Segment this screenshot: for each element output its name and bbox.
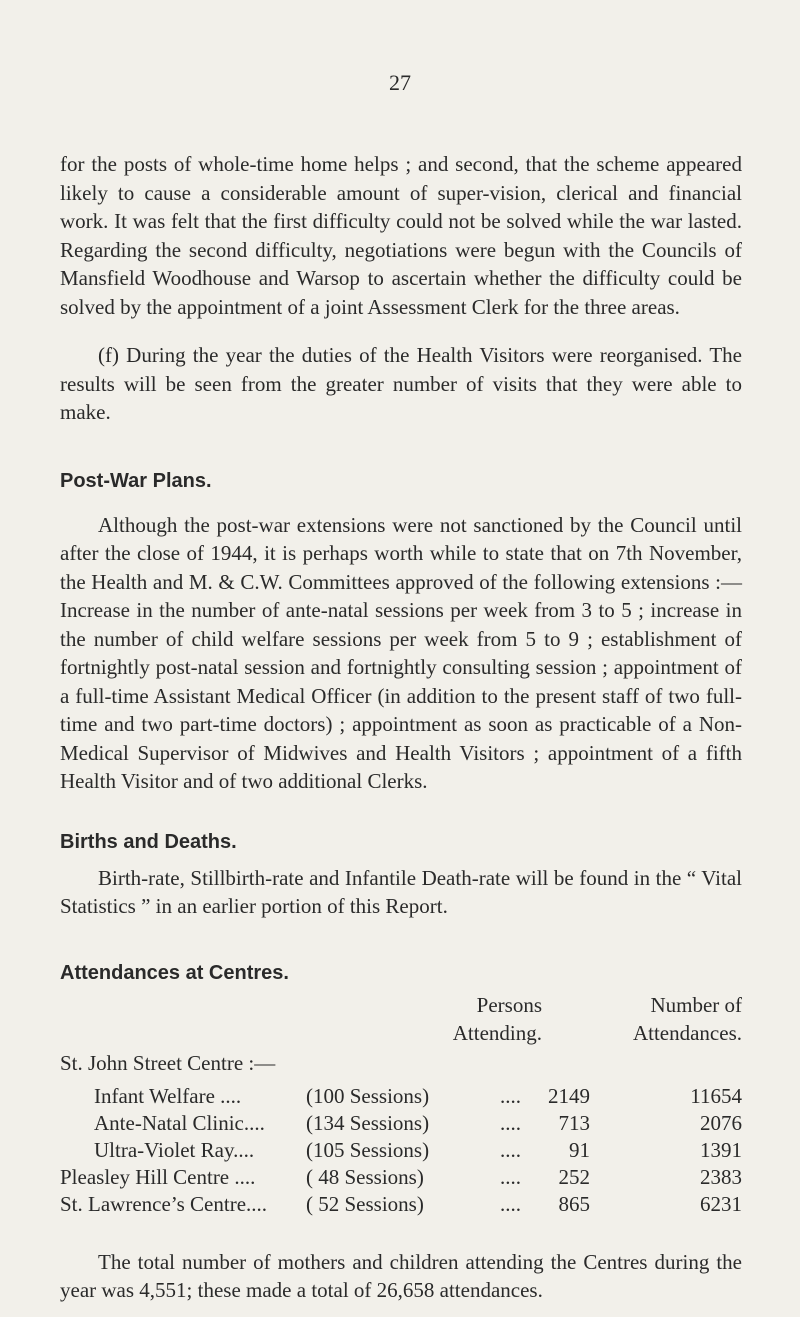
- column-persons-line2: Attending.: [452, 1020, 542, 1045]
- leader-dots: ....: [500, 1110, 521, 1135]
- persons-attending: 2149: [548, 1083, 590, 1108]
- leader-dots: ....: [500, 1137, 521, 1162]
- attendances-count: 6231: [700, 1191, 742, 1216]
- attendances-count: 2076: [700, 1110, 742, 1135]
- column-attend-line1: Number of: [650, 992, 742, 1017]
- sessions-count: (105 Sessions): [306, 1137, 430, 1162]
- paragraph-home-helps: for the posts of whole-time home helps ; and second, that the scheme appeared likely to cause a considerable amount of super-vision, clerical and financial work. It was felt that the first difficulty could not be solved while the war lasted. Regarding the second difficulty, negotiations were begun with the Councils of Mansfield Woodhouse and Warsop to ascertain whether the difficulty could be solved by the appointment of a joint Assessment Clerk for the three areas.: [60, 152, 742, 319]
- paragraph-births-deaths: Birth-rate, Stillbirth-rate and Infantile Death-rate will be found in the “ Vital Statistics ” in an earlier portion of this Report.: [60, 865, 742, 918]
- attendance-table: [60, 1083, 742, 1218]
- centre-name: St. Lawrence’s Centre....: [60, 1191, 268, 1216]
- heading-births-deaths: Births and Deaths.: [60, 830, 237, 853]
- table-row: [60, 1164, 742, 1191]
- column-attend-line2: Attendances.: [632, 1020, 742, 1045]
- heading-attendances: Attendances at Centres.: [60, 961, 289, 984]
- table-row: [60, 1137, 742, 1164]
- leader-dots: ....: [500, 1191, 521, 1216]
- table-row: [60, 1191, 742, 1218]
- attendances-count: 2383: [700, 1164, 742, 1189]
- persons-attending: 91: [569, 1137, 590, 1162]
- sessions-count: (100 Sessions): [306, 1083, 430, 1108]
- attendance-column-headers: [60, 991, 742, 1049]
- leader-dots: ....: [500, 1164, 521, 1189]
- table-row: [60, 1110, 742, 1137]
- paragraph-post-war-plans: Although the post-war extensions were not sanctioned by the Council until after the close of 1944, it is perhaps worth while to state that on 7th November, the Health and M. & C.W. Committees approved of the following extensions :—Increase in the number of ante-natal sessions per week from 3 to 5 ; increase in the number of child welfare sessions per week from 5 to 9 ; establishment of fortnightly post-natal session and fortnightly consulting session ; appointment of a full-time Assistant Medical Officer (in addition to the present staff of two full-time and two part-time doctors) ; appointment as soon as practicable of a Non-Medical Supervisor of Midwives and Health Visitors ; appointment of a fifth Health Visitor and of two additional Clerks.: [60, 512, 742, 793]
- column-persons-attending: [342, 991, 542, 1047]
- page-number: 27: [389, 70, 411, 95]
- leader-dots: ....: [500, 1083, 521, 1108]
- sessions-count: ( 52 Sessions): [306, 1191, 424, 1216]
- attendances-count: 1391: [700, 1137, 742, 1162]
- sessions-count: (134 Sessions): [306, 1110, 430, 1135]
- page-body: [60, 150, 742, 1305]
- table-row: [60, 1083, 742, 1110]
- centre-name: Ultra-Violet Ray....: [94, 1137, 255, 1162]
- sessions-count: ( 48 Sessions): [306, 1164, 424, 1189]
- centre-name: Infant Welfare ....: [94, 1083, 242, 1108]
- paragraph-health-visitors: (f) During the year the duties of the Health Visitors were reorganised. The results will be seen from the greater number of visits that they were able to make.: [60, 343, 742, 424]
- paragraph-attendance-summary: The total number of mothers and children attending the Centres during the year was 4,551; these made a total of 26,658 attendances.: [60, 1249, 742, 1302]
- centre-label-st-john-street: St. John Street Centre :—: [60, 1050, 276, 1075]
- heading-post-war-plans: Post-War Plans.: [60, 469, 212, 492]
- persons-attending: 865: [558, 1191, 590, 1216]
- centre-name: Pleasley Hill Centre ....: [60, 1164, 256, 1189]
- centre-name: Ante-Natal Clinic....: [94, 1110, 265, 1135]
- persons-attending: 252: [558, 1164, 590, 1189]
- persons-attending: 713: [558, 1110, 590, 1135]
- column-persons-line1: Persons: [476, 992, 542, 1017]
- attendances-count: 11654: [690, 1083, 742, 1108]
- column-number-attendances: [542, 991, 742, 1047]
